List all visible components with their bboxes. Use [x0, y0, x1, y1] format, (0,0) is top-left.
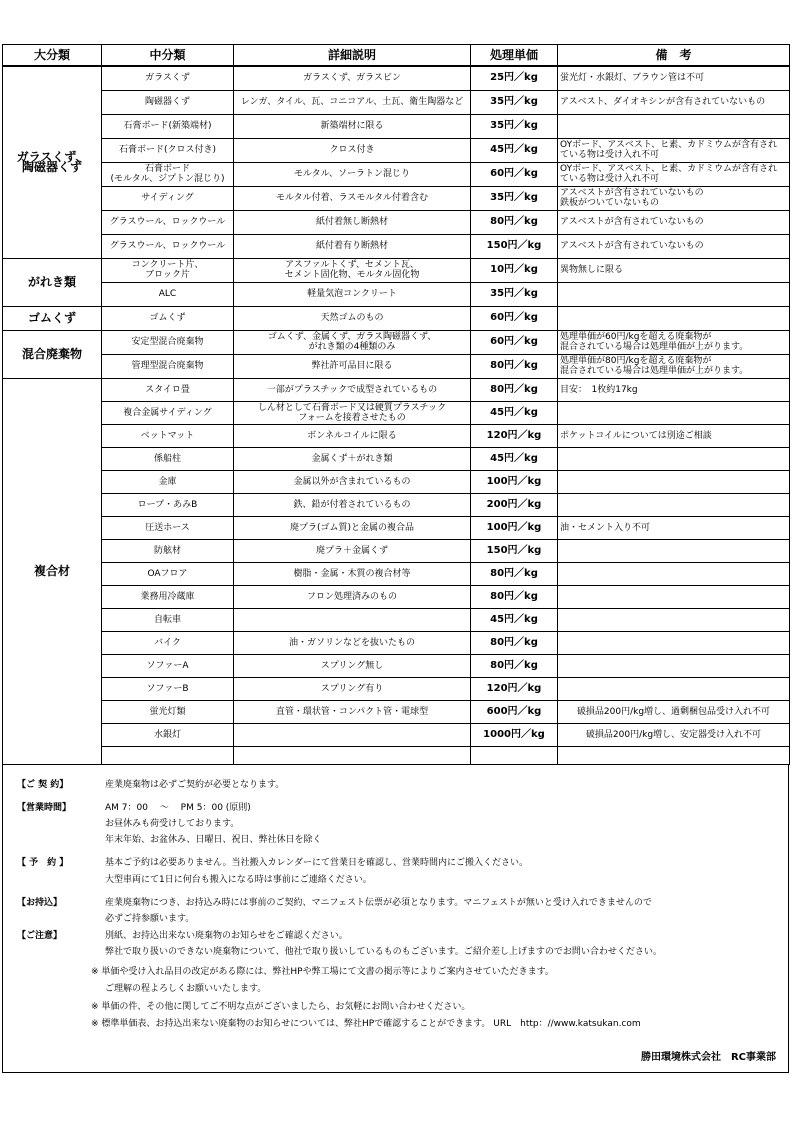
- subcategory-cell: OAフロア: [102, 562, 234, 585]
- remarks-cell: [558, 539, 790, 562]
- unit-price-cell: 35円／kg: [471, 186, 558, 210]
- remarks-cell: アスベストが含有されていないもの: [558, 210, 790, 234]
- unit-price-cell: 100円／kg: [471, 470, 558, 493]
- unit-price-cell: 60円／kg: [471, 330, 558, 354]
- remarks-cell: 破損品200円/kg増し、過剰梱包品受け入れ不可: [558, 700, 790, 723]
- subcategory-cell: スタイロ畳: [102, 378, 234, 401]
- remarks-cell: [558, 401, 790, 424]
- subcategory-cell: [102, 746, 234, 764]
- table-row: [3, 746, 790, 764]
- detail-cell: 一部がプラスチックで成型されているもの: [234, 378, 471, 401]
- unit-price-cell: 35円／kg: [471, 114, 558, 138]
- subcategory-cell: ガラスくず: [102, 66, 234, 90]
- detail-cell: ガラスくず、ガラスビン: [234, 66, 471, 90]
- hours-label: 【営業時間】: [17, 802, 72, 813]
- header-detail: 詳細説明: [234, 45, 471, 67]
- unit-price-cell: 120円／kg: [471, 677, 558, 700]
- subcategory-cell: 金庫: [102, 470, 234, 493]
- subcategory-cell: 複合金属サイディング: [102, 401, 234, 424]
- remarks-cell: 目安： 1枚約17kg: [558, 378, 790, 401]
- bring-in-label: 【お持込】: [17, 897, 63, 908]
- unit-price-cell: 80円／kg: [471, 585, 558, 608]
- subcategory-cell: グラスウール、ロックウール: [102, 210, 234, 234]
- subcategory-cell: ALC: [102, 282, 234, 306]
- detail-cell: クロス付き: [234, 138, 471, 162]
- detail-cell: 廃プラ＋金属くず: [234, 539, 471, 562]
- unit-price-cell: 150円／kg: [471, 234, 558, 258]
- subcategory-cell: 石膏ボード(新築端材): [102, 114, 234, 138]
- remarks-cell: [558, 114, 790, 138]
- reservation-label: 【 予 約 】: [17, 857, 69, 868]
- contract-text: 産業廃棄物は必ずご契約が必要となります。: [105, 779, 285, 790]
- unit-price-cell: 80円／kg: [471, 354, 558, 378]
- table-row: [3, 539, 790, 562]
- subcategory-cell: 自転車: [102, 608, 234, 631]
- table-row: [3, 585, 790, 608]
- unit-price-cell: 45円／kg: [471, 608, 558, 631]
- detail-cell: 廃プラ(ゴム質)と金属の複合品: [234, 516, 471, 539]
- table-row: [3, 723, 790, 746]
- remarks-cell: 処理単価が60円/kgを超える廃棄物が 混合されている場合は処理単価が上がります。: [558, 330, 790, 354]
- bring-in-line2: 必ずご持参願います。: [105, 913, 195, 924]
- table-row: [3, 162, 790, 186]
- detail-cell: 油・ガソリンなどを抜いたもの: [234, 631, 471, 654]
- remarks-cell: 蛍光灯・水銀灯、ブラウン管は不可: [558, 66, 790, 90]
- table-body: [3, 66, 790, 764]
- remarks-cell: アスベスト、ダイオキシンが含有されていないもの: [558, 90, 790, 114]
- header-subcategory: 中分類: [102, 45, 234, 67]
- subcategory-cell: 業務用冷蔵庫: [102, 585, 234, 608]
- remarks-cell: [558, 677, 790, 700]
- price-sheet: [2, 44, 789, 1073]
- caution-label: 【ご注意】: [17, 930, 63, 941]
- unit-price-cell: 60円／kg: [471, 162, 558, 186]
- unit-price-cell: 120円／kg: [471, 424, 558, 447]
- subcategory-cell: 圧送ホース: [102, 516, 234, 539]
- remarks-cell: 処理単価が80円/kgを超える廃棄物が 混合されている場合は処理単価が上がります。: [558, 354, 790, 378]
- contract-label: 【ご 契 約】: [17, 779, 69, 790]
- caution-line1: 別紙、お持込出来ない廃棄物のお知らせをご確認ください。: [105, 930, 348, 941]
- table-row: [3, 631, 790, 654]
- subcategory-cell: 石膏ボード(クロス付き): [102, 138, 234, 162]
- unit-price-cell: 45円／kg: [471, 401, 558, 424]
- remark-revision: ※ 単価や受け入れ品目の改定がある際には、弊社HPや弊工場にて文書の掲示等によりご案内させていただきます。: [91, 966, 554, 977]
- unit-price-cell: 100円／kg: [471, 516, 558, 539]
- remarks-cell: アスベストが含有されていないもの 鉄板がついていないもの: [558, 186, 790, 210]
- category-cell: ゴムくず: [3, 306, 102, 330]
- table-row: [3, 114, 790, 138]
- detail-cell: アスファルトくず、セメント瓦、 セメント固化物、モルタル固化物: [234, 258, 471, 282]
- table-row: [3, 447, 790, 470]
- remarks-cell: 油・セメント入り不可: [558, 516, 790, 539]
- table-row: [3, 90, 790, 114]
- table-row: [3, 470, 790, 493]
- subcategory-cell: 管理型混合廃棄物: [102, 354, 234, 378]
- subcategory-cell: ロープ・あみB: [102, 493, 234, 516]
- detail-cell: モルタル付着、ラスモルタル付着含む: [234, 186, 471, 210]
- detail-cell: 樹脂・金属・木質の複合材等: [234, 562, 471, 585]
- subcategory-cell: ベットマット: [102, 424, 234, 447]
- table-row: [3, 700, 790, 723]
- table-row: [3, 234, 790, 258]
- table-row: [3, 186, 790, 210]
- caution-line2: 弊社で取り扱いのできない廃棄物について、他社で取り扱いしているものもございます。ご紹介差し上げますのでお問い合わせください。: [105, 946, 662, 957]
- table-header-row: [3, 45, 790, 67]
- table-row: [3, 258, 790, 282]
- subcategory-cell: ソファーA: [102, 654, 234, 677]
- category-cell: がれき類: [3, 258, 102, 306]
- detail-cell: [234, 608, 471, 631]
- table-row: [3, 330, 790, 354]
- bring-in-line1: 産業廃棄物につき、お持込み時には事前のご契約、マニフェスト伝票が必須となります。マニフェストが無いと受け入れできませんので: [105, 897, 652, 908]
- detail-cell: 新築端材に限る: [234, 114, 471, 138]
- detail-cell: フロン処理済みのもの: [234, 585, 471, 608]
- detail-cell: モルタル、ソーラトン混じり: [234, 162, 471, 186]
- detail-cell: ボンネルコイルに限る: [234, 424, 471, 447]
- remarks-cell: [558, 282, 790, 306]
- remarks-cell: [558, 306, 790, 330]
- header-category: 大分類: [3, 45, 102, 67]
- remarks-cell: [558, 470, 790, 493]
- remark-inquiry: ※ 単価の件、その他に関してご不明な点がございましたら、お気軽にお問い合わせください。: [91, 1001, 471, 1012]
- remarks-cell: [558, 562, 790, 585]
- unit-price-cell: 80円／kg: [471, 654, 558, 677]
- unit-price-cell: 600円／kg: [471, 700, 558, 723]
- remarks-cell: OYボード、アスベスト、ヒ素、カドミウムが含有され ている物は受け入れ不可: [558, 138, 790, 162]
- unit-price-cell: 80円／kg: [471, 631, 558, 654]
- subcategory-cell: ゴムくず: [102, 306, 234, 330]
- subcategory-cell: コンクリート片、 ブロック片: [102, 258, 234, 282]
- category-cell: ガラスくず、 陶磁器くず: [3, 66, 102, 258]
- table-row: [3, 66, 790, 90]
- detail-cell: スプリング無し: [234, 654, 471, 677]
- table-row: [3, 677, 790, 700]
- table-row: [3, 306, 790, 330]
- header-unit-price: 処理単価: [471, 45, 558, 67]
- remarks-cell: アスベストが含有されていないもの: [558, 234, 790, 258]
- subcategory-cell: 防舷材: [102, 539, 234, 562]
- remark-revision-cont: ご理解の程よろしくお願いいたします。: [105, 983, 267, 994]
- subcategory-cell: バイク: [102, 631, 234, 654]
- detail-cell: スプリング有り: [234, 677, 471, 700]
- remarks-cell: [558, 631, 790, 654]
- table-row: [3, 424, 790, 447]
- subcategory-cell: 陶磁器くず: [102, 90, 234, 114]
- remarks-cell: ポケットコイルについては別途ご相談: [558, 424, 790, 447]
- unit-price-cell: 1000円／kg: [471, 723, 558, 746]
- hours-line2: お昼休みも荷受けしております。: [105, 818, 240, 829]
- remarks-cell: [558, 447, 790, 470]
- detail-cell: 天然ゴムのもの: [234, 306, 471, 330]
- table-row: [3, 654, 790, 677]
- unit-price-cell: [471, 746, 558, 764]
- table-row: [3, 138, 790, 162]
- detail-cell: 弊社許可品目に限る: [234, 354, 471, 378]
- table-row: [3, 210, 790, 234]
- unit-price-cell: 45円／kg: [471, 447, 558, 470]
- table-row: [3, 354, 790, 378]
- header-remarks: 備 考: [558, 45, 790, 67]
- unit-price-cell: 35円／kg: [471, 282, 558, 306]
- unit-price-cell: 80円／kg: [471, 378, 558, 401]
- hours-line1: AM 7：00 ～ PM 5：00 (原則): [105, 802, 251, 813]
- subcategory-cell: サイディング: [102, 186, 234, 210]
- unit-price-cell: 80円／kg: [471, 210, 558, 234]
- table-row: [3, 378, 790, 401]
- table-row: [3, 562, 790, 585]
- table-row: [3, 516, 790, 539]
- unit-price-cell: 150円／kg: [471, 539, 558, 562]
- detail-cell: しん材として石膏ボード又は硬質プラスチック フォームを接着させたもの: [234, 401, 471, 424]
- category-cell: 複合材: [3, 378, 102, 764]
- detail-cell: 金属以外が含まれているもの: [234, 470, 471, 493]
- subcategory-cell: ソファーB: [102, 677, 234, 700]
- detail-cell: [234, 723, 471, 746]
- table-row: [3, 493, 790, 516]
- table-row: [3, 282, 790, 306]
- detail-cell: 鉄、鉛が付着されているもの: [234, 493, 471, 516]
- detail-cell: レンガ、タイル、瓦、コニコアル、土瓦、衛生陶器など: [234, 90, 471, 114]
- detail-cell: ゴムくず、金属くず、ガラス陶磁器くず、 がれき類の4種類のみ: [234, 330, 471, 354]
- unit-price-cell: 60円／kg: [471, 306, 558, 330]
- detail-cell: [234, 746, 471, 764]
- remarks-cell: [558, 585, 790, 608]
- detail-cell: 軽量気泡コンクリート: [234, 282, 471, 306]
- table-row: [3, 608, 790, 631]
- subcategory-cell: 石膏ボード (モルタル、ジプトン混じり): [102, 162, 234, 186]
- unit-price-cell: 25円／kg: [471, 66, 558, 90]
- remarks-cell: OYボード、アスベスト、ヒ素、カドミウムが含有され ている物は受け入れ不可: [558, 162, 790, 186]
- notes-section: [2, 765, 789, 1073]
- unit-price-cell: 10円／kg: [471, 258, 558, 282]
- reservation-line2: 大型車両にて1日に何台も搬入になる時は事前にご連絡ください。: [105, 874, 372, 885]
- remarks-cell: 異物無しに限る: [558, 258, 790, 282]
- subcategory-cell: 係船柱: [102, 447, 234, 470]
- table-row: [3, 401, 790, 424]
- subcategory-cell: 水銀灯: [102, 723, 234, 746]
- remarks-cell: [558, 654, 790, 677]
- unit-price-cell: 80円／kg: [471, 562, 558, 585]
- subcategory-cell: 安定型混合廃棄物: [102, 330, 234, 354]
- unit-price-cell: 200円／kg: [471, 493, 558, 516]
- detail-cell: 紙付着無し断熱材: [234, 210, 471, 234]
- category-cell: 混合廃棄物: [3, 330, 102, 378]
- company-name: 勝田環境株式会社 RC事業部: [640, 1051, 776, 1063]
- remark-website: ※ 標準単価表、お持込出来ない廃棄物のお知らせについては、弊社HPで確認することができます。 URL http：//www.katsukan.com: [91, 1018, 641, 1029]
- subcategory-cell: グラスウール、ロックウール: [102, 234, 234, 258]
- subcategory-cell: 蛍光灯類: [102, 700, 234, 723]
- remarks-cell: [558, 608, 790, 631]
- hours-line3: 年末年始、お盆休み、日曜日、祝日、弊社休日を除く: [105, 834, 322, 845]
- remarks-cell: [558, 493, 790, 516]
- price-table: [2, 44, 790, 765]
- reservation-line1: 基本ご予約は必要ありません。当社搬入カレンダーにて営業日を確認し、営業時間内にご搬入ください。: [105, 857, 528, 868]
- remarks-cell: 破損品200円/kg増し、安定器受け入れ不可: [558, 723, 790, 746]
- unit-price-cell: 35円／kg: [471, 90, 558, 114]
- detail-cell: 直管・環状管・コンパクト管・電球型: [234, 700, 471, 723]
- detail-cell: 紙付着有り断熱材: [234, 234, 471, 258]
- detail-cell: 金属くず＋がれき類: [234, 447, 471, 470]
- unit-price-cell: 45円／kg: [471, 138, 558, 162]
- remarks-cell: [558, 746, 790, 764]
